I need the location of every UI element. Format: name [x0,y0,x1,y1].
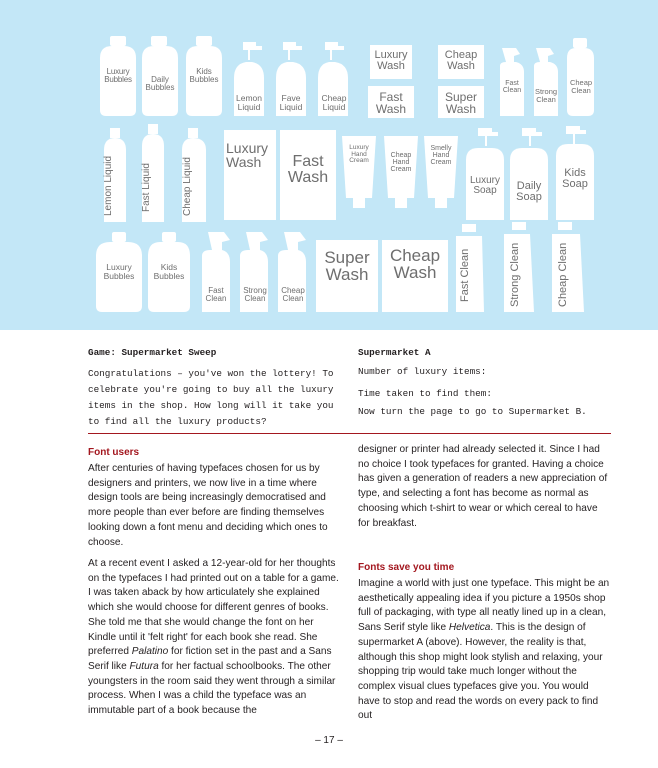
label-strong-clean-vertical: Strong Clean [509,242,521,308]
label-luxury-soap: Luxury Soap [469,175,500,196]
paragraph-2 [88,557,342,719]
label-super-wash-1: Super Wash [444,90,478,116]
heading-fonts-save-you-time: Fonts save you time [358,562,455,573]
game-instructions: Congratulations – you've won the lottery! To celebrate you're going to buy all the luxury items in the shop. How long will it take you to find all the luxury products? [88,368,334,427]
bubbles-bottle-4 [567,38,594,116]
label-smelly-hand-cream: Smelly Hand Cream [430,145,452,166]
label-kids-bubbles-1: Kids Bubbles [189,67,219,84]
label-fast-wash-1: Fast Wash [375,90,407,116]
label-cheap-clean-1: Cheap Clean [569,78,593,95]
label-luxury-bubbles-2: Luxury Bubbles [103,262,135,281]
label-cheap-clean-vertical: Cheap Clean [557,242,569,308]
time-taken-label: Time taken to find them: [358,388,492,399]
label-kids-soap: Kids Soap [562,167,588,190]
label-super-wash-3: Super Wash [324,248,370,284]
label-strong-clean-1: Strong Clean [534,87,558,104]
paragraph-2-text-c: for her factual schoolbooks. The other youngsters in the room said they went through a similar process. When I was a child the typeface was an immutable part of a book because the [88,660,336,717]
label-cheap-clean-2: Cheap Clean [281,286,305,303]
label-fast-wash-2: Fast Wash [287,153,329,186]
label-strong-clean-2: Strong Clean [243,286,267,303]
supermarket-a-title: Supermarket A [358,347,431,358]
label-fave-liquid: Fave Liquid [279,93,303,112]
page-number: – 17 – [315,735,343,746]
label-fast-clean-2: Fast Clean [205,286,227,303]
game-title: Game: Supermarket Sweep [88,347,217,358]
label-daily-soap: Daily Soap [516,180,542,203]
luxury-items-count-label: Number of luxury items: [358,366,487,377]
paragraph-3: designer or printer had already selected it. Since I had no choice I took typefaces for granted. Having a choice has given a generation of readers a new appreciation of type, and selecting a font has become as normal as choosing which t-shirt to wear or which cereal to have for breakfast. [358,444,608,529]
soap-pump-2 [510,128,548,220]
label-cheap-wash-3: Cheap Wash [389,246,441,282]
label-daily-bubbles: Daily Bubbles [145,75,175,92]
label-fast-clean-vertical: Fast Clean [459,248,471,302]
label-luxury-wash-1: Luxury Wash [374,49,408,72]
label-luxury-hand-cream: Luxury Hand Cream [349,144,369,164]
spray-bottle-2 [534,48,558,116]
label-cheap-wash-1: Cheap Wash [444,49,478,72]
label-cheap-liquid-2: Cheap Liquid [182,157,193,216]
label-cheap-liquid-1: Cheap Liquid [321,93,347,112]
palatino-typeface-name: Palatino [131,646,169,658]
label-kids-bubbles-2: Kids Bubbles [153,262,185,281]
heading-font-users: Font users [88,447,140,458]
futura-typeface-name: Futura [129,660,159,672]
paragraph-4 [358,577,612,724]
label-luxury-bubbles-1: Luxury Bubbles [104,67,132,84]
soap-pump-1 [466,128,504,220]
paragraph-2-text-a: At a recent event I asked a 12-year-old for her thoughts on the typefaces I had printed out on a table for a game. I was taken aback by how articulately she explained which she would choose for different genres of books. She told me that she would change the font on her Kindle until it 'felt right' for each book she read. She preferred [88,558,339,658]
paragraph-4-text-b: . This is the design of supermarket A (above). However, the reality is that, although this shop might look stylish and relaxing, your shopping trip would take much longer without the complex visual clues typefaces give you. You would have to stop and read the words on every pack to find out [358,622,603,722]
section-divider [88,433,611,434]
paragraph-4-text-a: Imagine a world with just one typeface. This might be an aesthetically appealing idea if you picture a 1950s shop full of packaging, with type all neatly lined up in a clean, Sans Serif style like [358,578,610,634]
next-page-instruction: Now turn the page to go to Supermarket B. [358,406,587,417]
label-fast-liquid: Fast Liquid [141,163,152,213]
label-cheap-hand-cream: Cheap Hand Cream [390,152,412,173]
label-luxury-wash-2: Luxury Wash [226,140,269,170]
supermarket-illustration [0,0,658,330]
helvetica-typeface-name: Helvetica [448,622,491,634]
label-lemon-liquid-2: Lemon Liquid [103,155,114,216]
label-lemon-liquid-1: Lemon Liquid [236,93,262,112]
paragraph-1: After centuries of having typefaces chosen for us by designers and printers, we now live in a time where design tools are being increasingly democratised and more people than ever before are finding themselves looking down a font menu and deciding which ones to choose. [88,463,328,548]
label-fast-clean-1: Fast Clean [502,80,522,94]
paragraph-2-text-b: for fiction set in the past and a Sans Serif like [88,646,332,672]
